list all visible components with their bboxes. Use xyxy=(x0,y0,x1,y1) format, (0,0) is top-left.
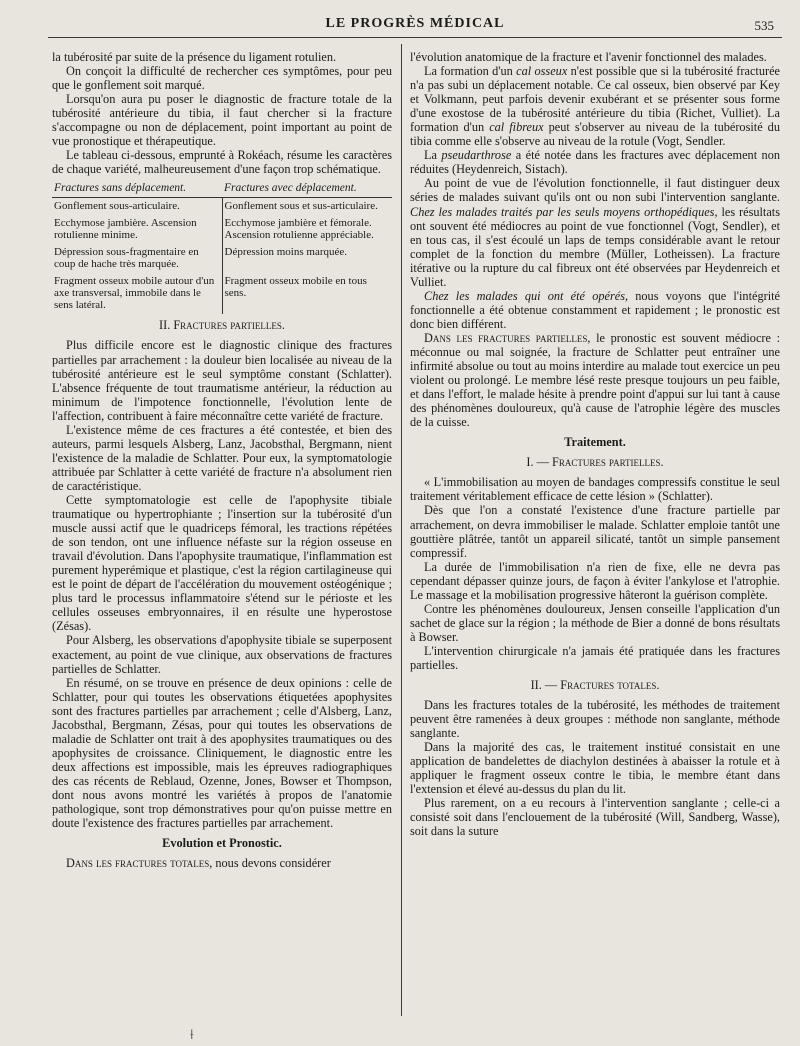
page-number: 535 xyxy=(754,18,774,33)
paragraph: En résumé, on se trouve en présence de deux opinions : celle de Schlatter, pour qui toutes les observations étiquetées apophysites sont des fractures partielles par arrachement ; celle d'Alsberg, Lanz, Jacobsthal, Bergmann, Zésas, pour qui toutes les observations de maladie de Schlatter ont trait à des apophysites traumatiques ou des apophysites de croissance. Cliniquement, le diagnostic entre les deux affections est impossible, mais les épreuves radiographiques des cas récents de Reblaud, Ozenne, Jones, Bowser et Thompson, dont nous avons montré les variétés à propos de l'anatomie pathologique, sont trop démonstratives pour qu'on puisse mettre en doute l'existence des fractures partielles par arrachement. xyxy=(52,675,392,831)
italic-term: Chez les malades traités par les seuls moyens orthopédiques, xyxy=(410,204,718,219)
paragraph: Contre les phénomènes douloureux, Jensen conseille l'application d'un sachet de glace sur la région ; la méthode de Bier a donné de bons résultats à Bowser. xyxy=(410,601,780,644)
table-cell: Dépression sous-fragmentaire en coup de hache très marquée. xyxy=(52,244,222,273)
paragraph: Plus difficile encore est le diagnostic clinique des fractures partielles par arrachement : la douleur bien localisée au niveau de la tubérosité antérieure est le seul symptôme constant (Schlatter). L'absence fréquente de tout traumatisme antérieur, la réduction au minimum de l'impotence fonctionnelle, l'évolution lente de l'affection, contribuent à faire méconnaître cette variété de fracture. xyxy=(52,338,392,423)
paragraph: Dans la majorité des cas, le traitement institué consistait en une application de bandelettes de diachylon destinées à abaisser la rotule et à appliquer le fragment osseux contre le tibia, le membre étant dans l'extension et élevé au-dessus du plan du lit. xyxy=(410,740,780,797)
table-cell: Ecchymose jambière. Ascension rotulienne minime. xyxy=(52,215,222,244)
section-number: II. xyxy=(159,318,171,333)
section-title: Fractures partielles. xyxy=(173,318,285,333)
italic-term: Chez les malades qui ont été opérés, xyxy=(424,288,629,303)
ink-mark-icon: ⟊ xyxy=(190,1028,194,1043)
text: a été notée dans les fractures avec déplacement non réduites (Heydenreich, Sistach). xyxy=(410,148,780,177)
paragraph xyxy=(410,148,780,176)
paragraph: l'évolution anatomique de la fracture et l'avenir fonctionnel des malades. xyxy=(410,50,767,64)
section-title: Fractures totales. xyxy=(560,678,660,693)
table-cell: Fragment osseux mobile en tous sens. xyxy=(224,275,367,300)
text: n'est possible que si la tubérosité fracturée n'a pas subi un déplacement notable. Ce cal osseux, bien observé par Key et Volkmann, peut parfois devenir exubérant et se présenter sous forme d'une exostose de la tubérosité antérieure du tibia (Richet, Vulliet). La formation d'un xyxy=(410,64,780,135)
paragraph xyxy=(52,856,392,870)
small-caps-lead: Dans les fractures totales, xyxy=(66,856,213,871)
text: La formation d'un xyxy=(424,64,517,79)
left-column xyxy=(52,50,392,870)
paragraph-text: nous devons considérer xyxy=(212,856,331,871)
paragraph xyxy=(410,331,780,429)
page-header xyxy=(48,16,782,38)
small-caps-lead: Dans les fractures partielles, xyxy=(424,330,591,345)
section-title: Fractures partielles. xyxy=(551,455,664,470)
text: le pronostic est souvent médiocre : méconnue ou mal soignée, la fracture de Schlatter peut entraîner une infirmité absolue ou tout au moins interdire au malade tout exercice un peu violent ou prolongé. Le membre lésé reste presque toujours un peu faible, et dans l'effort, le malade hésite à prendre point d'appui sur lui tant à cause des phénomènes douloureux, qu'à cause de l'atrophie légère des muscles de la cuisse. xyxy=(410,330,780,430)
text: peut s'observer au niveau de la tubérosité du tibia comme elle s'observe au niveau de la rotule (Vogt, Sendler. xyxy=(410,120,780,149)
right-column xyxy=(410,50,780,839)
table-cell: Gonflement sous et sus-articulaire. xyxy=(224,200,378,213)
paragraph: La durée de l'immobilisation n'a rien de fixe, elle ne devra pas cependant dépasser quinze jours, de façon à éviter l'ankylose et l'atrophie. Le massage et la mobilisation progressive hâteront la guérison complète. xyxy=(410,559,780,602)
paragraph: Dès que l'on a constaté l'existence d'une fracture partielle par arrachement, on devra immobiliser le malade. Schlatter emploie tantôt une gouttière plâtrée, tantôt un appareil silicaté, tantôt un simple pansement compressif. xyxy=(410,503,780,560)
paragraph: Cette symptomatologie est celle de l'apophysite tibiale traumatique ou hypertrophiante ; l'insertion sur la tubérosité d'un muscle aussi actif que le quadriceps fémoral, les tractions répétées de son tendon, ont une influence néfaste sur la région osseuse en travail d'évolution. Dans l'apophysite traumatique, l'inflammation est purement hyperémique et plastique, c'est la région cartilagineuse qui est le point de départ de l'accélération du mouvement ostéogénique ; plus tard le processus inflammatoire s'étend sur le périoste et les cellules osseuses embryonnaires, il en résulte une hyperostose (Zésas). xyxy=(52,492,392,634)
table-row xyxy=(52,273,392,314)
paragraph: « L'immobilisation au moyen de bandages compressifs constitue le seul traitement véritablement efficace de cette lésion » (Schlatter). xyxy=(410,475,780,504)
italic-term: cal osseux xyxy=(516,64,568,79)
table-cell: Dépression moins marquée. xyxy=(224,246,347,259)
section-number: II. — xyxy=(530,678,558,693)
paragraph: Pour Alsberg, les observations d'apophysite tibiale se superposent exactement, au point de vue clinique, aux observations de fractures partielles de Schlatter. xyxy=(52,633,392,676)
text: La xyxy=(424,148,442,163)
italic-term: pseudarthrose xyxy=(441,148,512,163)
section-heading xyxy=(52,318,392,332)
table-row xyxy=(52,198,392,216)
paragraph xyxy=(410,176,780,288)
text: les résultats ont souvent été médiocres au point de vue fonctionnel (Vogt, Sendler), et en tous cas, il s'est écoulé un laps de temps considérable avant le retour complet de la fonction du membre (Müller, Lotheissen). La fracture itérative ou la rupture du cal fibreux ont été observées par Heydenreich et Vulliet. xyxy=(410,204,780,289)
paragraph: On conçoit la difficulté de rechercher ces symptômes, pour peu que le gonflement soit marqué. xyxy=(52,64,392,93)
section-heading xyxy=(410,455,780,469)
paragraph: la tubérosité par suite de la présence du ligament rotulien. xyxy=(52,50,337,64)
paragraph: Plus rarement, on a eu recours à l'intervention sanglante ; celle-ci a consisté soit dans l'enclouement de la tubérosité (Will, Sandberg, Wasse), soit dans la suture xyxy=(410,796,780,839)
comparison-table xyxy=(52,180,392,314)
italic-term: cal fibreux xyxy=(489,120,544,135)
header-rule xyxy=(48,37,782,38)
paragraph xyxy=(410,64,780,148)
section-heading: Evolution et Pronostic. xyxy=(162,836,282,851)
table-row xyxy=(52,244,392,273)
table-cell: Gonflement sous-articulaire. xyxy=(52,198,222,216)
table-cell: Ecchymose jambière et fémorale. Ascension rotulienne appréciable. xyxy=(224,217,374,242)
text: Au point de vue de l'évolution fonctionnelle, il faut distinguer deux séries de malades suivant qu'ils ont ou non subi l'intervention sanglante. xyxy=(410,176,780,205)
paragraph: L'intervention chirurgicale n'a jamais été pratiquée dans les fractures partielles. xyxy=(410,643,780,672)
column-divider xyxy=(401,44,402,1016)
text: nous voyons que l'intégrité fonctionnelle a été obtenue constamment et rapidement ; le pronostic est donc bien différent. xyxy=(410,288,780,331)
table-row xyxy=(52,215,392,244)
section-number: I. — xyxy=(526,455,549,470)
table-header-right: Fractures avec déplacement. xyxy=(222,180,392,198)
section-heading xyxy=(410,678,780,692)
paragraph: L'existence même de ces fractures a été contestée, et bien des auteurs, parmi lesquels Alsberg, Lanz, Jacobsthal, Bergmann, nient l'existence de la maladie de Schlatter. Pour eux, la symptomatologie attribuée par Schlatter à cette variété de fracture n'a absolument rien de caractéristique. xyxy=(52,422,392,493)
section-heading: Traitement. xyxy=(564,435,626,450)
paragraph: Dans les fractures totales de la tubérosité, les méthodes de traitement peuvent être ramenées à deux groupes : méthode non sanglante, méthode sanglante. xyxy=(410,698,780,741)
paragraph: Le tableau ci-dessous, emprunté à Rokéach, résume les caractères de chaque variété, malheureusement d'une façon trop schématique. xyxy=(52,148,392,177)
paragraph: Lorsqu'on aura pu poser le diagnostic de fracture totale de la tubérosité antérieure du tibia, il faut chercher si la fracture s'accompagne ou non de déplacement, point important au point de vue pronostique et thérapeutique. xyxy=(52,92,392,149)
paragraph xyxy=(410,289,780,331)
table-cell: Fragment osseux mobile autour d'un axe transversal, immobile dans le sens latéral. xyxy=(52,273,222,314)
journal-title: LE PROGRÈS MÉDICAL xyxy=(325,16,505,31)
table-header-left: Fractures sans déplacement. xyxy=(52,180,222,198)
